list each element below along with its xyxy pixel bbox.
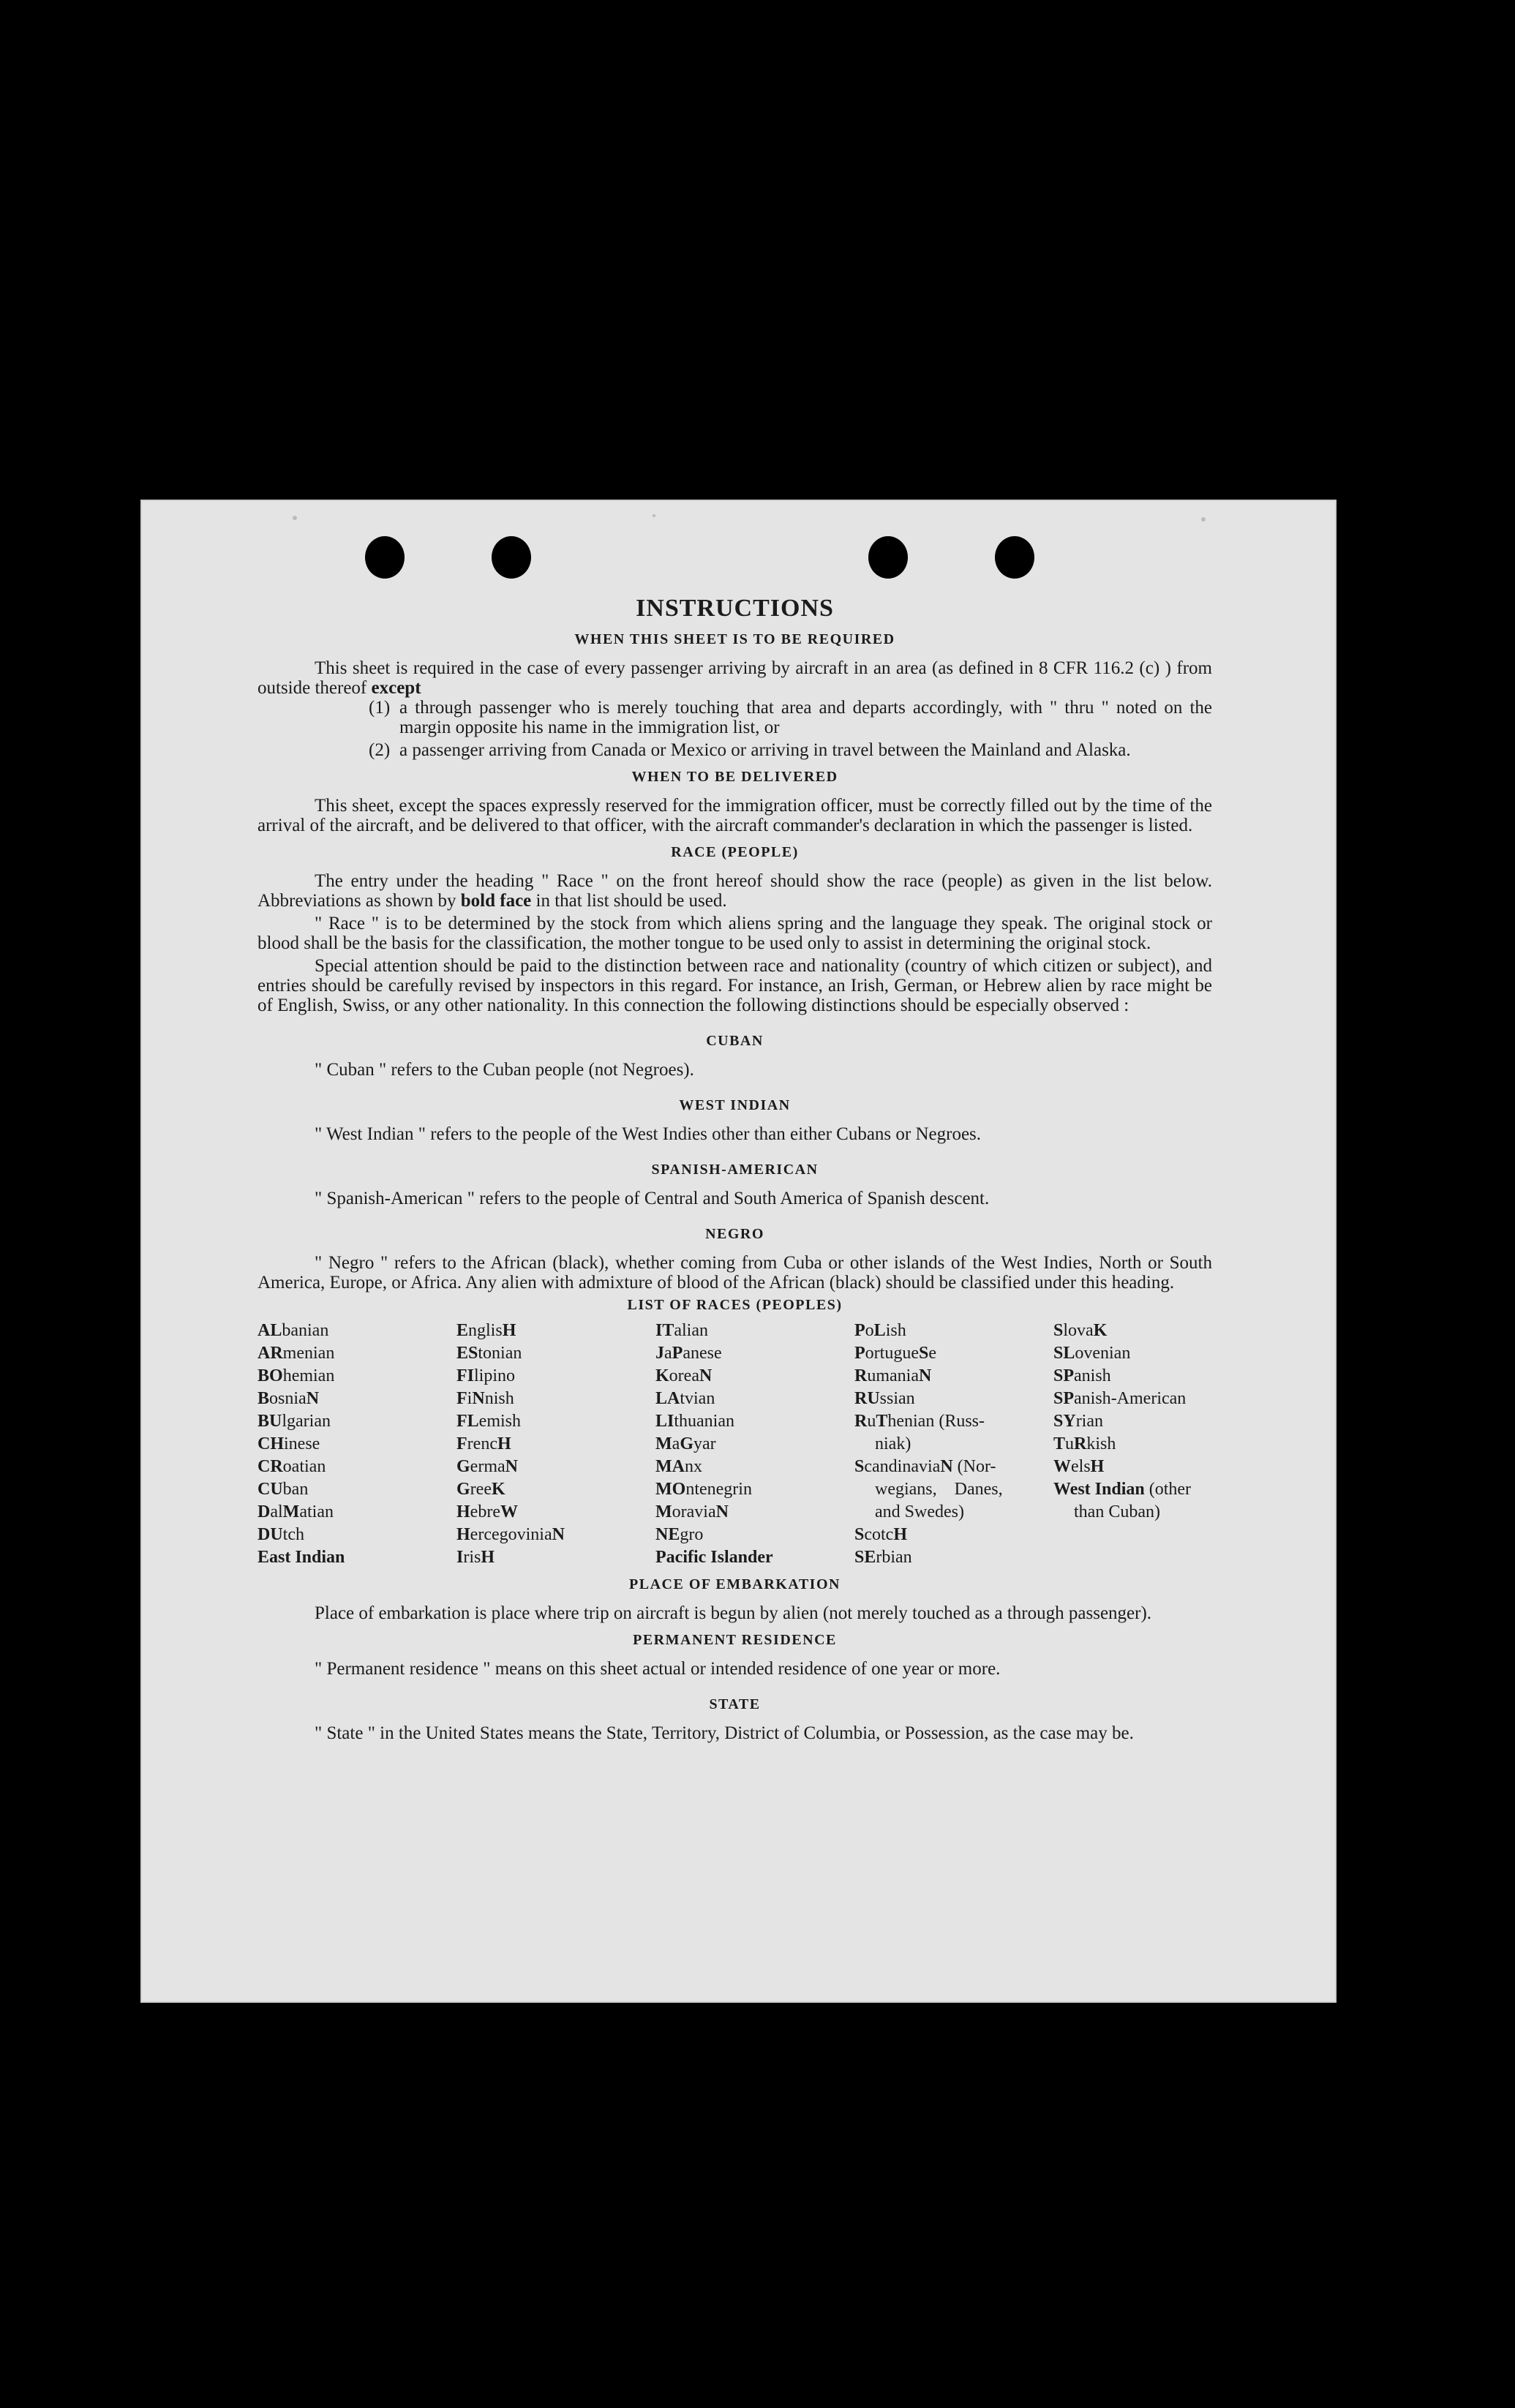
race-hebrew: HebreW xyxy=(456,1502,518,1521)
race-lithuanian: LIthuanian xyxy=(655,1412,734,1431)
races-column-2 xyxy=(456,1320,655,1569)
punch-hole xyxy=(365,536,405,579)
race-bohemian: BOhemian xyxy=(257,1366,335,1385)
heading-delivered: WHEN TO BE DELIVERED xyxy=(631,769,838,785)
heading-west-indian: WEST INDIAN xyxy=(679,1097,791,1113)
race-serbian: SErbian xyxy=(854,1548,912,1567)
race-rumanian: RumaniaN xyxy=(854,1366,932,1385)
races-list xyxy=(257,1320,1212,1569)
race-irish: IrisH xyxy=(456,1548,495,1567)
negro-text: " Negro " refers to the African (black), whether coming from Cuba or other islands of the West Indies, North or South America, Europe, or Africa. Any alien with admixture of blood of the African (black) should be classified under this heading. xyxy=(257,1253,1212,1293)
race-estonian: EStonian xyxy=(456,1344,522,1363)
race-polish: PoLish xyxy=(854,1321,906,1340)
heading-races-list: LIST OF RACES (PEOPLES) xyxy=(627,1297,843,1313)
residence-text: " Permanent residence " means on this sheet actual or intended residence of one year or more. xyxy=(315,1659,1001,1679)
race-negro: NEgro xyxy=(655,1525,704,1544)
west-indian-text: " West Indian " refers to the people of the West Indies other than either Cubans or Negroes. xyxy=(315,1124,982,1144)
race-scotch: ScotcH xyxy=(854,1525,908,1544)
race-chinese: CHinese xyxy=(257,1434,320,1453)
race-scandinavian: ScandinaviaN (Nor- wegians, Danes, and Swedes) xyxy=(854,1457,1003,1521)
race-syrian: SYrian xyxy=(1053,1412,1103,1431)
speck xyxy=(1201,517,1206,522)
race-east-indian: East Indian xyxy=(257,1548,345,1567)
race-filipino: FIlipino xyxy=(456,1366,516,1385)
heading-spanish-american: SPANISH-AMERICAN xyxy=(651,1162,819,1178)
cuban-text: " Cuban " refers to the Cuban people (not Negroes). xyxy=(315,1060,694,1080)
speck xyxy=(653,514,655,517)
race-pacific-islander: Pacific Islander xyxy=(655,1548,773,1567)
heading-required: WHEN THIS SHEET IS TO BE REQUIRED xyxy=(574,631,895,647)
race-west-indian: West Indian (other than Cuban) xyxy=(1053,1480,1192,1521)
race-moravian: MoraviaN xyxy=(655,1502,729,1521)
race-german: GermaN xyxy=(456,1457,518,1476)
race-bulgarian: BUlgarian xyxy=(257,1412,331,1431)
state-text: " State " in the United States means the State, Territory, District of Columbia, or Possession, as the case may be. xyxy=(315,1723,1134,1743)
heading-residence: PERMANENT RESIDENCE xyxy=(633,1632,837,1648)
delivered-text: This sheet, except the spaces expressly reserved for the immigration officer, must be correctly filled out by the time of the arrival of the aircraft, and be delivered to that officer, with the aircraft commander's declaration in which the passenger is listed. xyxy=(257,796,1212,835)
race-paragraph-2: " Race " is to be determined by the stock from which aliens spring and the language they speak. The original stock or blood shall be the basis for the classification, the mother tongue to be used only to assist in determining the original stock. xyxy=(257,914,1212,953)
punch-hole xyxy=(995,536,1034,579)
race-manx: MAnx xyxy=(655,1457,702,1476)
race-finnish: FiNnish xyxy=(456,1389,514,1408)
race-russian: RUssian xyxy=(854,1389,915,1408)
race-greek: GreeK xyxy=(456,1480,505,1499)
race-welsh: WelsH xyxy=(1053,1457,1105,1476)
race-dalmatian: DalMatian xyxy=(257,1502,334,1521)
heading-negro: NEGRO xyxy=(705,1226,764,1242)
heading-cuban: CUBAN xyxy=(706,1033,764,1049)
race-japanese: JaPanese xyxy=(655,1344,722,1363)
race-french: FrencH xyxy=(456,1434,511,1453)
required-item-1: (1) a through passenger who is merely touching that area and departs accordingly, with " thru " noted on the margin opposite his name in the immigration list, or xyxy=(369,698,1212,737)
races-column-1 xyxy=(257,1320,456,1569)
race-italian: ITalian xyxy=(655,1321,708,1340)
required-item-2: (2) a passenger arriving from Canada or Mexico or arriving in travel between the Mainland and Alaska. xyxy=(369,740,1131,760)
punch-hole xyxy=(868,536,908,579)
races-column-5 xyxy=(1053,1320,1212,1569)
speck xyxy=(293,516,297,520)
race-albanian: ALbanian xyxy=(257,1321,329,1340)
instructions-content xyxy=(257,595,1212,1743)
race-croatian: CRoatian xyxy=(257,1457,326,1476)
punch-hole xyxy=(492,536,531,579)
page-title: INSTRUCTIONS xyxy=(636,595,834,622)
race-hercegovinian: HercegoviniaN xyxy=(456,1525,565,1544)
race-turkish: TuRkish xyxy=(1053,1434,1116,1453)
race-flemish: FLemish xyxy=(456,1412,521,1431)
heading-race: RACE (PEOPLE) xyxy=(671,844,799,860)
race-paragraph-3: Special attention should be paid to the distinction between race and nationality (country of which citizen or subject), and entries should be carefully revised by inspectors in this regard. For instance, an Irish, German, or Hebrew alien by race might be of English, Swiss, or any other nationality. In this connection the following distinctions should be especially observed : xyxy=(257,956,1212,1015)
document-sheet xyxy=(140,500,1337,2003)
required-intro: This sheet is required in the case of every passenger arriving by aircraft in an area (as defined in 8 CFR 116.2 (c) ) from outside thereof except xyxy=(257,658,1212,698)
race-spanish-american: SPanish-American xyxy=(1053,1389,1187,1408)
races-column-3 xyxy=(655,1320,854,1569)
race-slovak: SlovaK xyxy=(1053,1321,1108,1340)
race-dutch: DUtch xyxy=(257,1525,304,1544)
race-armenian: ARmenian xyxy=(257,1344,335,1363)
embarkation-text: Place of embarkation is place where trip on aircraft is begun by alien (not merely touched as a through passenger). xyxy=(315,1603,1152,1623)
race-spanish: SPanish xyxy=(1053,1366,1111,1385)
spanish-american-text: " Spanish-American " refers to the people of Central and South America of Spanish descent. xyxy=(315,1189,990,1208)
race-english: EnglisH xyxy=(456,1321,516,1340)
race-latvian: LAtvian xyxy=(655,1389,715,1408)
race-ruthenian: RuThenian (Russ- niak) xyxy=(854,1412,985,1453)
race-cuban: CUban xyxy=(257,1480,309,1499)
race-magyar: MaGyar xyxy=(655,1434,716,1453)
race-slovenian: SLovenian xyxy=(1053,1344,1131,1363)
race-paragraph-1: The entry under the heading " Race " on the front hereof should show the race (people) as given in the list below. Abbreviations as shown by bold face in that list should be used. xyxy=(257,871,1212,911)
race-portuguese: PortugueSe xyxy=(854,1344,936,1363)
heading-embarkation: PLACE OF EMBARKATION xyxy=(629,1576,841,1592)
race-korean: KoreaN xyxy=(655,1366,713,1385)
race-bosnian: BosniaN xyxy=(257,1389,320,1408)
race-montenegrin: MOntenegrin xyxy=(655,1480,752,1499)
heading-state: STATE xyxy=(709,1696,761,1712)
races-column-4 xyxy=(854,1320,1053,1569)
